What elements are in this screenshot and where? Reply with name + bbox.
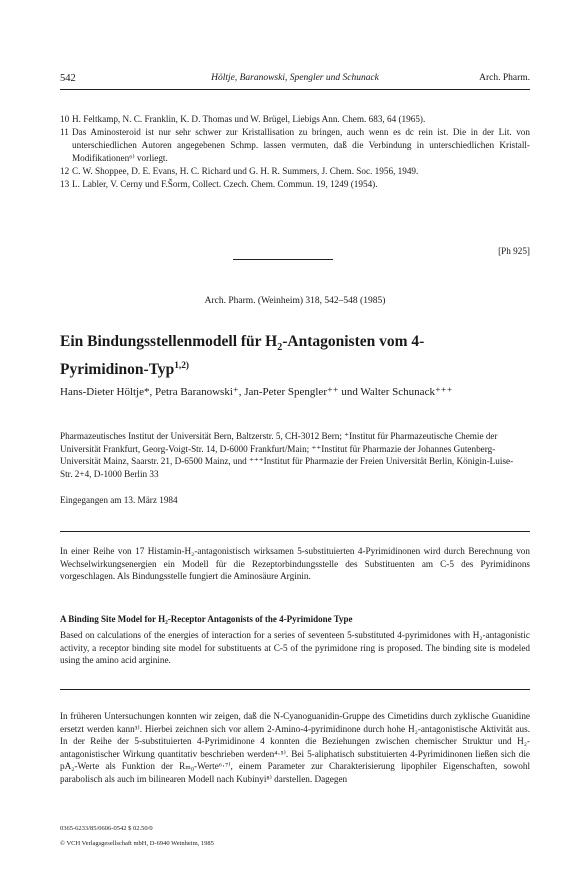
reference-text: H. Feltkamp, N. C. Franklin, K. D. Thomas und W. Brügel, Liebigs Ann. Chem. 683, 64 (1965). xyxy=(72,114,426,124)
title-text-1: Ein Bindungsstellenmodell für H xyxy=(60,333,278,350)
title-text-2: -Antagonisten vom 4-Pyrimidinon-Typ xyxy=(60,333,425,379)
author-list: Hans-Dieter Höltje*, Petra Baranowski⁺, Jan-Peter Spengler⁺⁺ und Walter Schunack⁺⁺⁺ xyxy=(60,386,453,398)
header-journal: Arch. Pharm. xyxy=(479,73,530,83)
reference-text: Das Aminosteroid ist nur sehr schwer zur Kristallisation zu bringen, auch wenn es dc rein ist. Die in der Lit. von unterschiedlichen Autoren angegebenen Schmp. lassen vermuten, daß die Verbindung in unterschiedlichen Kristall-Modifikationen⁶⁾ vorliegt. xyxy=(72,127,530,163)
section-divider xyxy=(233,259,333,260)
reference-number: 11 xyxy=(60,127,69,137)
footer-copyright: © VCH Verlagsgesellschaft mbH, D-6940 Weinheim, 1985 xyxy=(60,840,214,847)
journal-citation: Arch. Pharm. (Weinheim) 318, 542–548 (1985) xyxy=(204,296,386,306)
reference-item xyxy=(60,165,530,178)
manuscript-code: [Ph 925] xyxy=(498,246,530,256)
reference-list xyxy=(60,113,530,191)
title-subscript: 2 xyxy=(277,342,283,354)
abstract-bottom-rule xyxy=(60,689,530,690)
running-header xyxy=(60,73,530,87)
footer-code: 0365-6233/85/0606-0542 $ 02.50/0 xyxy=(60,825,153,832)
abstract-top-rule xyxy=(60,531,530,532)
reference-text: C. W. Shoppee, D. E. Evans, H. C. Richard und G. H. R. Summers, J. Chem. Soc. 1956, 1949. xyxy=(72,166,419,176)
received-date: Eingegangen am 13. März 1984 xyxy=(60,495,178,505)
reference-number: 12 xyxy=(60,166,70,176)
page-number: 542 xyxy=(60,73,76,84)
affiliations: Pharmazeutisches Institut der Universität Bern, Baltzerstr. 5, CH-3012 Bern; ⁺Institut für Pharmazeutische Chemie der Universität Frankfurt, Georg-Voigt-Str. 14, D-6000 Frankfurt/Main; ⁺⁺Institut für Pharmazie der Johannes Gutenberg-Universität Mainz, Saarstr. 21, D-6500 Mainz, und ⁺⁺⁺Institut für Pharmazie der Freien Universität Berlin, Königin-Luise-Str. 2+4, D-1000 Berlin 33 xyxy=(60,431,514,479)
body-text: In früheren Untersuchungen konnten wir zeigen, daß die N-Cyanoguanidin-Gruppe des Cimetidins durch zyklische Guanidine ersetzt werden kann³⁾. Hierbei zeichnen sich vor allem 2-Amino-4-pyrimidinone durch hohe H₂-antagonistische Aktivität aus. In der Reihe der 5-substituierten 4-Pyrimidinone 4 konnten die Beziehungen zwischen chemischer Struktur und H₂-antagonistischer Wirkung quantitativ beschrieben werden⁴·⁵⁾. Bei 5-aliphatisch substituierten 4-Pyrimidinonen ließen sich die pA₂-Werte als Funktion der Rₘ₀-Werte⁶·⁷⁾, einem Parameter zur Charakterisierung lipophiler Eigenschaften, sowohl parabolisch als auch im bilinearen Modell nach Kubinyi⁸⁾ darstellen. Dagegen xyxy=(60,711,530,784)
reference-number: 13 xyxy=(60,179,70,189)
reference-item xyxy=(60,126,530,165)
reference-item xyxy=(60,113,530,126)
abstract-german: In einer Reihe von 17 Histamin-H₂-antagonistisch wirksamen 5-substituierten 4-Pyrimidinonen wird durch Berechnung von Wechselwirkungsenergien ein Modell für die Rezeptorbindungsstelle des Substituenten am C-5 des Pyrimidinons vorgeschlagen. Als Bindungsstelle fungiert die Aminosäure Arginin. xyxy=(60,546,530,582)
reference-text: L. Labler, V. Cerny und F.Šorm, Collect. Czech. Chem. Commun. 19, 1249 (1954). xyxy=(72,179,378,189)
header-rule xyxy=(60,89,530,90)
header-authors: Höltje, Baranowski, Spengler und Schunack xyxy=(211,73,379,83)
reference-item xyxy=(60,178,530,191)
title-footnote-mark: 1,2) xyxy=(174,361,189,372)
abstract-english: Based on calculations of the energies of interaction for a series of seventeen 5-substituted 4-pyrimidones with H₂-antagonistic activity, a receptor binding site model for substituents at C-5 of the pyrimidone ring is proposed. The binding site is modeled using the amino acid arginine. xyxy=(60,630,530,666)
article-title xyxy=(60,332,490,379)
abstract-english-title: A Binding Site Model for H₂-Receptor Antagonists of the 4-Pyrimidone Type xyxy=(60,614,353,624)
reference-number: 10 xyxy=(60,114,70,124)
